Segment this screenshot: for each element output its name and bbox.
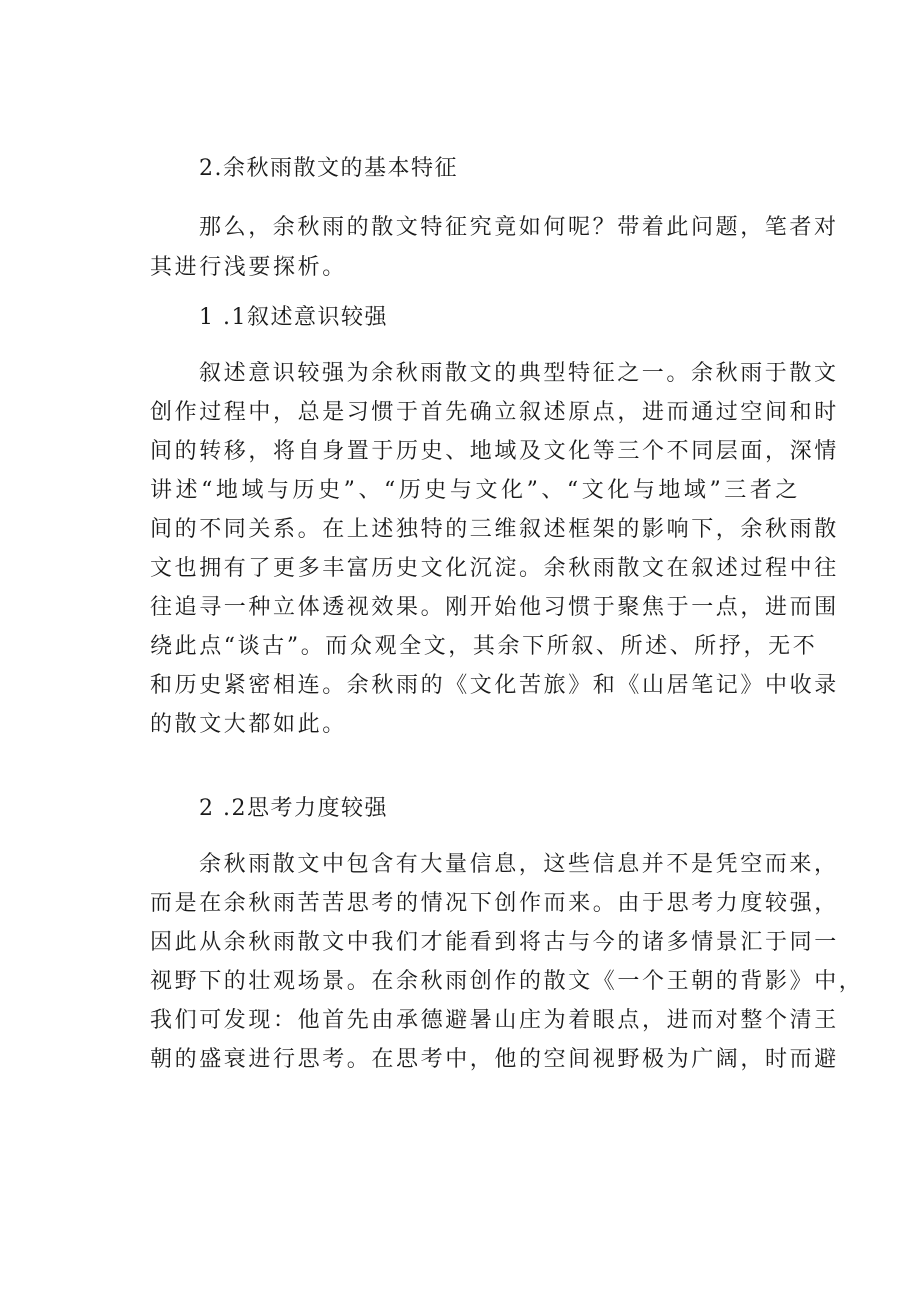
subsection-heading-thinking: 2 .2思考力度较强 (199, 796, 388, 821)
paragraph-line: 文也拥有了更多丰富历史文化沉淀。余秋雨散文在叙述过程中往 (150, 556, 839, 581)
intro-line: 那么，余秋雨的散文特征究竟如何呢？带着此问题，笔者对 (199, 215, 839, 240)
paragraph-line: 创作过程中，总是习惯于首先确立叙述原点，进而通过空间和时 (150, 400, 839, 425)
paragraph-line: 余秋雨散文中包含有大量信息，这些信息并不是凭空而来， (199, 852, 839, 877)
paragraph-line: 和历史紧密相连。余秋雨的《文化苦旅》和《山居笔记》中收录 (150, 673, 839, 698)
paragraph-line: 而是在余秋雨苦苦思考的情况下创作而来。由于思考力度较强， (150, 891, 839, 916)
paragraph-line: 朝的盛衰进行思考。在思考中，他的空间视野极为广阔，时而避 (150, 1047, 839, 1072)
intro-line: 其进行浅要探析。 (150, 255, 347, 280)
paragraph-line: 绕此点“谈古”。而众观全文，其余下所叙、所述、所抒，无不 (150, 634, 818, 659)
section-title: 2.余秋雨散文的基本特征 (199, 156, 458, 181)
paragraph-line: 的散文大都如此。 (150, 712, 347, 737)
paragraph-line: 间的转移，将自身置于历史、地域及文化等三个不同层面，深情 (150, 439, 839, 464)
subsection-heading-narrative: 1 .1叙述意识较强 (199, 305, 388, 330)
paragraph-line: 讲述“地域与历史”、“历史与文化”、“文化与地域”三者之 (150, 478, 800, 503)
paragraph-line: 视野下的壮观场景。在余秋雨创作的散文《一个王朝的背影》中， (150, 969, 864, 994)
paragraph-line: 叙述意识较强为余秋雨散文的典型特征之一。余秋雨于散文 (199, 361, 839, 386)
paragraph-line: 间的不同关系。在上述独特的三维叙述框架的影响下，余秋雨散 (150, 517, 839, 542)
paragraph-line: 我们可发现：他首先由承德避暑山庄为着眼点，进而对整个清王 (150, 1008, 839, 1033)
paragraph-line: 因此从余秋雨散文中我们才能看到将古与今的诸多情景汇于同一 (150, 930, 839, 955)
paragraph-line: 往追寻一种立体透视效果。刚开始他习惯于聚焦于一点，进而围 (150, 595, 839, 620)
